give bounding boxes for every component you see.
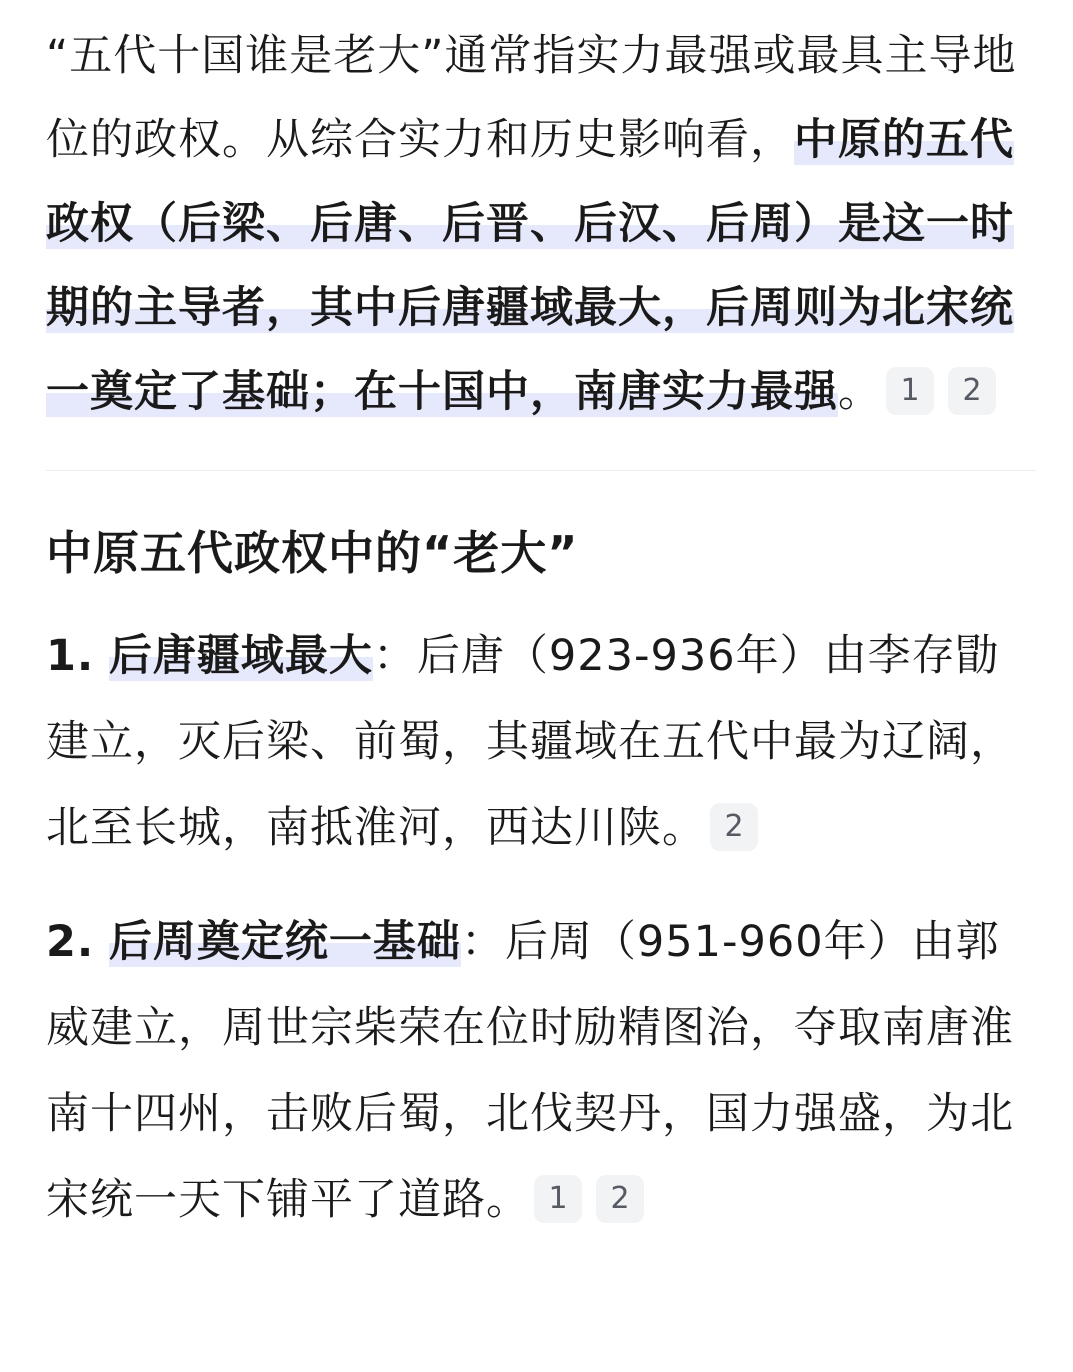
list-item-number: 1. (46, 631, 95, 681)
citation-badge[interactable]: 1 (534, 1175, 582, 1223)
section-divider (46, 470, 1036, 471)
list-item-title: 后周奠定统一基础 (108, 917, 461, 967)
list-item-title: 后唐疆域最大 (108, 631, 373, 681)
answer-content (46, 14, 1036, 1271)
section-heading: 中原五代政权中的“老大” (46, 526, 579, 580)
list-item-text: 后唐（923-936年）由李存勖建立，灭后梁、前蜀，其疆域在五代中最为辽阔，北至长城，南抵淮河，西达川陕。 (46, 631, 1014, 853)
citation-badge[interactable]: 2 (710, 803, 758, 851)
intro-text: “五代十国谁是老大”通常指实力最强或最具主导地位的政权。从综合实力和历史影响看， (46, 31, 1017, 165)
intro-period: 。 (838, 367, 882, 417)
list-item-separator: ： (460, 917, 505, 967)
citation-badge[interactable]: 2 (948, 367, 996, 415)
citation-badge[interactable]: 1 (886, 367, 934, 415)
citation-badge[interactable]: 2 (596, 1175, 644, 1223)
list-item-number: 2. (46, 917, 95, 967)
intro-highlight: 中原的五代政权（后梁、后唐、后晋、后汉、后周）是这一时期的主导者，其中后唐疆域最大，后周则为北宋统一奠定了基础；在十国中，南唐实力最强 (46, 115, 1014, 417)
list-item-separator: ： (372, 631, 417, 681)
list-item (46, 613, 1036, 871)
list-item-text: 后周（951-960年）由郭威建立，周世宗柴荣在位时励精图治，夺取南唐淮南十四州，击败后蜀，北伐契丹，国力强盛，为北宋统一天下铺平了道路。 (46, 917, 1014, 1225)
intro-paragraph (46, 14, 1036, 434)
list-item (46, 899, 1036, 1243)
